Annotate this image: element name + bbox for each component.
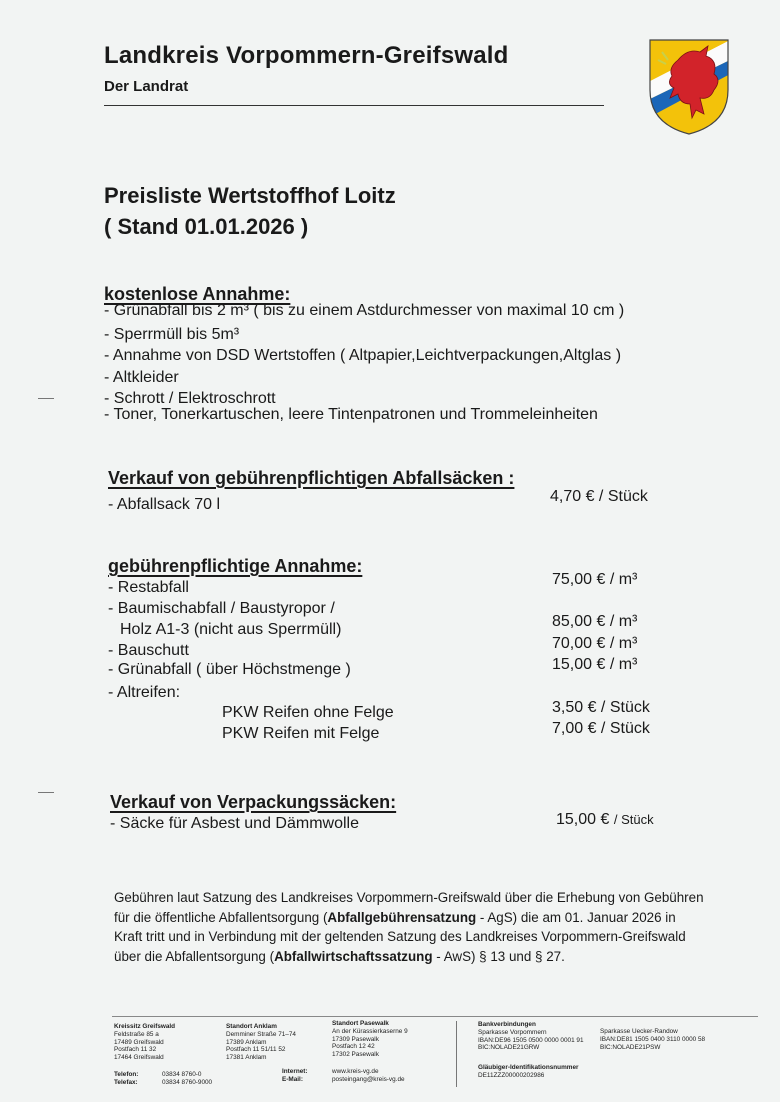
price-value: 15,00 € / m³ bbox=[552, 656, 638, 673]
price-value: 3,50 € / Stück bbox=[552, 699, 650, 716]
price-value: 15,00 € / Stück bbox=[556, 811, 654, 828]
margin-mark bbox=[38, 398, 54, 399]
legal-note: Gebühren laut Satzung des Landkreises Vorpommern-Greifswald über die Erhebung von Gebühren für die öffentliche Abfallentsorgung (Abfallgebührensatzung - AgS) die am 01. Januar 2026 in Kraft tritt und in Verbindung mit der geltenden Satzung des Landkreises Vorpommern-Greifswald über die Abfallentsorgung (Abfallwirtschaftssatzung - AwS) § 13 und § 27. bbox=[114, 890, 704, 964]
authority-name: Landkreis Vorpommern-Greifswald bbox=[104, 42, 509, 69]
list-item: - Abfallsack 70 l bbox=[108, 496, 221, 513]
footer-creditor-id: Gläubiger-Identifikationsnummer DE11ZZZ00000202986 bbox=[478, 1064, 579, 1079]
authority-subtitle: Der Landrat bbox=[104, 78, 189, 95]
bags-heading: Verkauf von gebührenpflichtigen Abfallsäcken : bbox=[108, 468, 515, 488]
paid-acceptance-heading: gebührenpflichtige Annahme: bbox=[108, 556, 363, 576]
list-item: PKW Reifen ohne Felge bbox=[222, 704, 394, 721]
list-item: - Grünabfall ( über Höchstmenge ) bbox=[108, 661, 351, 678]
price-list-date: ( Stand 01.01.2026 ) bbox=[104, 214, 309, 239]
list-item: Holz A1-3 (nicht aus Sperrmüll) bbox=[120, 621, 342, 638]
list-item: - Sperrmüll bis 5m³ bbox=[104, 326, 240, 343]
list-item: - Altkleider bbox=[104, 369, 179, 386]
free-acceptance-heading: kostenlose Annahme: bbox=[104, 284, 291, 304]
header-rule bbox=[104, 105, 604, 106]
price-value: 4,70 € / Stück bbox=[550, 488, 648, 505]
footer-address-pasewalk: Standort Pasewalk An der Kürassierkaserne 9 17309 Pasewalk Postfach 12 42 17302 Pasewalk bbox=[332, 1020, 408, 1059]
price-list-title: Preisliste Wertstoffhof Loitz bbox=[104, 183, 396, 208]
footer-address-greifswald: Kreissitz Greifswald Feldstraße 85 a 17489 Greifswald Postfach 11 32 17464 Greifswald bbox=[114, 1023, 176, 1062]
list-item: - Restabfall bbox=[108, 579, 189, 596]
price-value: 75,00 € / m³ bbox=[552, 571, 638, 588]
list-item: - Baumischabfall / Baustyropor / bbox=[108, 600, 335, 617]
footer-address-anklam: Standort Anklam Demminer Straße 71–74 17389 Anklam Postfach 11 51/11 52 17381 Anklam bbox=[226, 1023, 296, 1062]
footer-bank-secondary: Sparkasse Uecker-Randow IBAN:DE81 1505 0400 3110 0000 58 BIC:NOLADE21PSW bbox=[600, 1028, 706, 1051]
list-item: - Grünabfall bis 2 m³ ( bis zu einem Astdurchmesser von maximal 10 cm ) bbox=[104, 302, 625, 319]
list-item: PKW Reifen mit Felge bbox=[222, 725, 380, 742]
price-value: 85,00 € / m³ bbox=[552, 613, 638, 630]
list-item: - Säcke für Asbest und Dämmwolle bbox=[110, 815, 359, 832]
footer-rule bbox=[112, 1016, 758, 1017]
list-item: - Bauschutt bbox=[108, 642, 189, 659]
footer-phone: Telefon: 03834 8760-0 Telefax: 03834 8760-9000 bbox=[114, 1071, 213, 1086]
price-value: 7,00 € / Stück bbox=[552, 720, 650, 737]
footer-bank-primary: Bankverbindungen Sparkasse Vorpommern IBAN:DE96 1505 0500 0000 0001 91 BIC:NOLADE21GRW bbox=[478, 1021, 584, 1052]
list-item: - Annahme von DSD Wertstoffen ( Altpapier,Leichtverpackungen,Altglas ) bbox=[104, 347, 622, 364]
footer-divider bbox=[456, 1021, 457, 1087]
packaging-heading: Verkauf von Verpackungssäcken: bbox=[110, 792, 397, 812]
griffin-coat-of-arms-icon bbox=[648, 38, 730, 136]
footer-web: Internet: www.kreis-vg.de E-Mail: posteingang@kreis-vg.de bbox=[282, 1068, 405, 1083]
list-item: - Toner, Tonerkartuschen, leere Tintenpatronen und Trommeleinheiten bbox=[104, 406, 598, 423]
margin-mark bbox=[38, 792, 54, 793]
price-value: 70,00 € / m³ bbox=[552, 635, 638, 652]
list-item: - Altreifen: bbox=[108, 684, 181, 701]
list-item: - Schrott / Elektroschrott bbox=[104, 390, 276, 407]
